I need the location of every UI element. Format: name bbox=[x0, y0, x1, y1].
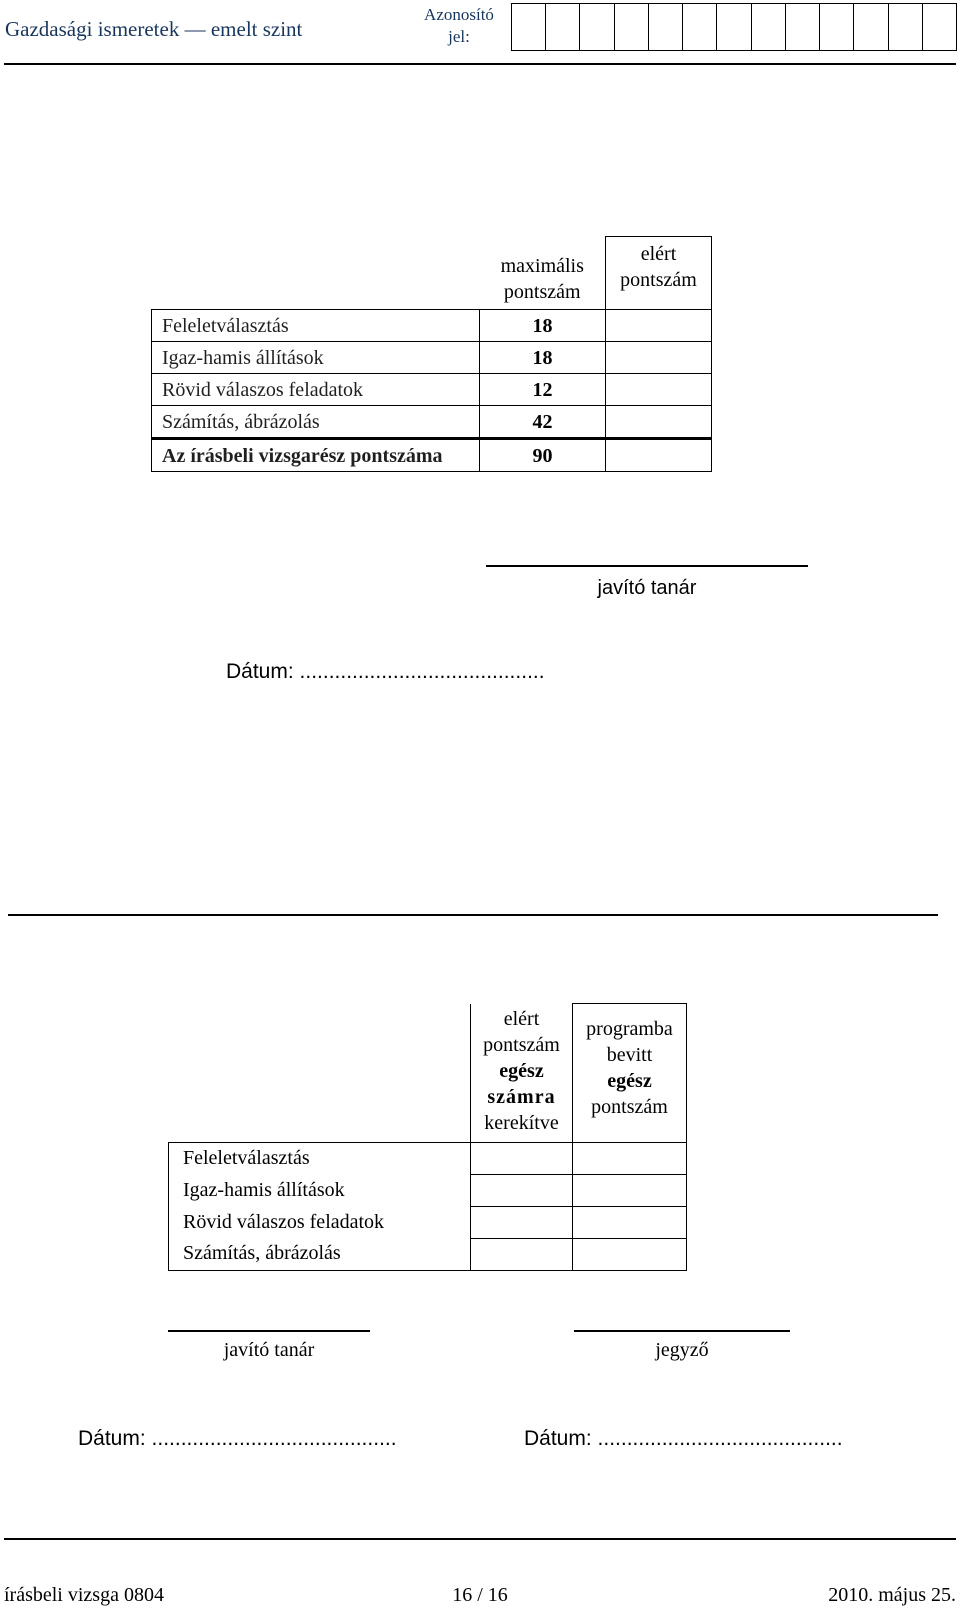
signature-label-teacher-2: javító tanár bbox=[223, 1339, 315, 1361]
max-header-line1: maximális bbox=[500, 255, 584, 277]
rounded-score-cell[interactable] bbox=[471, 1142, 573, 1174]
entered-score-cell[interactable] bbox=[573, 1142, 687, 1174]
rounded-score-cell[interactable] bbox=[471, 1206, 573, 1238]
signature-line-teacher[interactable] bbox=[486, 565, 808, 567]
entered-score-cell[interactable] bbox=[573, 1174, 687, 1206]
id-label-line2: jel: bbox=[448, 27, 470, 46]
got-header-line2: pontszám bbox=[620, 269, 697, 291]
entered-score-header bbox=[573, 1004, 687, 1143]
score-table-got-header bbox=[606, 237, 712, 310]
row-label: Igaz-hamis állítások bbox=[152, 342, 480, 374]
row-max: 18 bbox=[480, 342, 606, 374]
col1-line1: elért bbox=[503, 1007, 540, 1030]
total-max: 90 bbox=[480, 439, 606, 472]
id-code-box[interactable] bbox=[820, 4, 854, 50]
rounded-score-header bbox=[471, 1004, 573, 1143]
entered-score-cell[interactable] bbox=[573, 1206, 687, 1238]
row-score-cell[interactable] bbox=[606, 406, 712, 439]
signature-label-notary: jegyző bbox=[655, 1339, 709, 1361]
table-row bbox=[169, 1206, 687, 1238]
footer-date: 2010. május 25. bbox=[828, 1584, 956, 1606]
table-row bbox=[152, 374, 712, 406]
footer-exam-code: írásbeli vizsga 0804 bbox=[4, 1584, 164, 1606]
header-id-label bbox=[418, 4, 500, 48]
col1-line2: pontszám bbox=[483, 1033, 560, 1056]
signature-line-teacher-2[interactable] bbox=[168, 1330, 370, 1332]
col2-line3: egész bbox=[607, 1070, 652, 1092]
date-field-1[interactable]: Dátum: .......................................... bbox=[226, 660, 545, 683]
col2-line1: programba bbox=[586, 1018, 673, 1040]
id-code-box[interactable] bbox=[546, 4, 580, 50]
rounded-score-cell[interactable] bbox=[471, 1238, 573, 1270]
date-field-2[interactable]: Dátum: .......................................... bbox=[78, 1427, 397, 1450]
score-table bbox=[151, 236, 711, 474]
id-code-box[interactable] bbox=[683, 4, 717, 50]
total-label: Az írásbeli vizsgarész pontszáma bbox=[152, 439, 480, 472]
row-label: Rövid válaszos feladatok bbox=[152, 374, 480, 406]
footer-page-number: 16 / 16 bbox=[452, 1584, 508, 1606]
id-code-boxes[interactable] bbox=[511, 3, 957, 51]
signature-label-teacher: javító tanár bbox=[597, 577, 697, 599]
row-label: Számítás, ábrázolás bbox=[169, 1238, 471, 1270]
section-divider bbox=[8, 914, 938, 916]
table-row bbox=[152, 310, 712, 342]
id-code-box[interactable] bbox=[854, 4, 888, 50]
signature-line-notary[interactable] bbox=[574, 1330, 790, 1332]
score-table-max-header bbox=[480, 237, 606, 310]
row-max: 18 bbox=[480, 310, 606, 342]
rounding-table bbox=[168, 1003, 687, 1271]
table-row bbox=[169, 1238, 687, 1270]
table-row bbox=[152, 342, 712, 374]
col2-line2: bevitt bbox=[606, 1044, 653, 1066]
id-code-box[interactable] bbox=[717, 4, 751, 50]
id-code-box[interactable] bbox=[649, 4, 683, 50]
got-header-line1: elért bbox=[640, 243, 677, 265]
id-label-line1: Azonosító bbox=[424, 5, 494, 24]
table-row bbox=[169, 1174, 687, 1206]
id-code-box[interactable] bbox=[580, 4, 614, 50]
rounded-score-cell[interactable] bbox=[471, 1174, 573, 1206]
row-label: Rövid válaszos feladatok bbox=[169, 1206, 471, 1238]
row-label: Igaz-hamis állítások bbox=[169, 1174, 471, 1206]
col1-line5: kerekítve bbox=[484, 1111, 559, 1134]
total-score-cell[interactable] bbox=[606, 439, 712, 472]
row-max: 42 bbox=[480, 406, 606, 439]
score-table-corner bbox=[152, 237, 480, 310]
rounding-table-corner bbox=[169, 1004, 471, 1143]
max-header-line2: pontszám bbox=[503, 281, 581, 303]
row-score-cell[interactable] bbox=[606, 374, 712, 406]
id-code-box[interactable] bbox=[889, 4, 923, 50]
row-label: Feleletválasztás bbox=[169, 1142, 471, 1174]
entered-score-cell[interactable] bbox=[573, 1238, 687, 1270]
header-subject: Gazdasági ismeretek — emelt szint bbox=[5, 17, 303, 41]
table-row-total bbox=[152, 439, 712, 472]
id-code-box[interactable] bbox=[786, 4, 820, 50]
date-field-3[interactable]: Dátum: .......................................... bbox=[524, 1427, 843, 1450]
footer-rule bbox=[4, 1538, 956, 1540]
col2-line4: pontszám bbox=[591, 1096, 668, 1118]
row-score-cell[interactable] bbox=[606, 310, 712, 342]
row-label: Feleletválasztás bbox=[152, 310, 480, 342]
table-row bbox=[152, 406, 712, 439]
col1-line4: számra bbox=[487, 1085, 556, 1108]
header-rule bbox=[4, 63, 956, 65]
id-code-box[interactable] bbox=[615, 4, 649, 50]
id-code-box[interactable] bbox=[512, 4, 546, 50]
table-row bbox=[169, 1142, 687, 1174]
col1-line3: egész bbox=[499, 1059, 544, 1082]
row-label: Számítás, ábrázolás bbox=[152, 406, 480, 439]
id-code-box[interactable] bbox=[752, 4, 786, 50]
row-score-cell[interactable] bbox=[606, 342, 712, 374]
row-max: 12 bbox=[480, 374, 606, 406]
id-code-box[interactable] bbox=[923, 4, 956, 50]
